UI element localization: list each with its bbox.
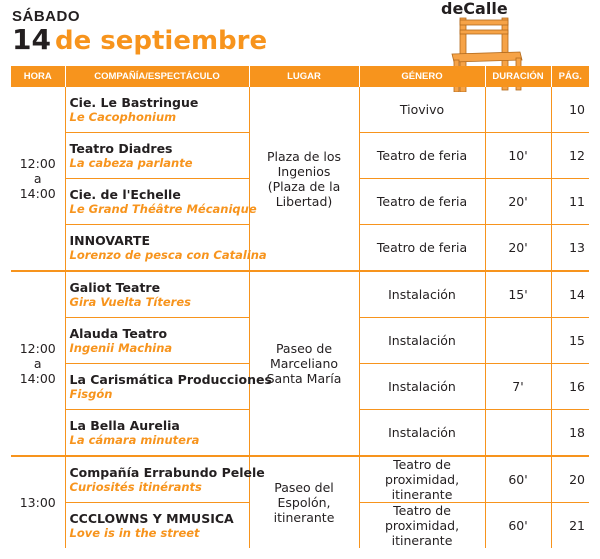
duracion-cell xyxy=(485,87,551,133)
pagina-cell: 14 xyxy=(551,271,589,318)
lugar-line: Plaza de los xyxy=(266,148,342,164)
header-pagina: PÁG. xyxy=(551,66,589,87)
duracion-cell: 20' xyxy=(485,225,551,272)
lugar-line: itinerante xyxy=(273,510,335,525)
lugar-line: Marceliano xyxy=(269,356,339,371)
header-lugar: LUGAR xyxy=(249,66,359,87)
date-title xyxy=(12,25,267,59)
show-title: Love is in the street xyxy=(69,525,200,540)
hora-start: 13:00 xyxy=(19,495,56,510)
table-row xyxy=(11,87,589,133)
lugar-line: Paseo de xyxy=(275,341,333,356)
company-name: Galiot Teatre xyxy=(69,279,161,295)
genero-cell: Tiovivo xyxy=(359,87,485,133)
duracion-cell xyxy=(485,410,551,457)
table-header-row xyxy=(11,66,589,87)
pagina-cell: 11 xyxy=(551,179,589,225)
lugar-cell xyxy=(249,271,359,456)
company-name: Cie. Le Bastringue xyxy=(69,94,199,110)
company-name: INNOVARTE xyxy=(69,232,150,248)
show-title: Le Cacophonium xyxy=(69,109,177,124)
header-compania: COMPAÑÍA/ESPECTÁCULO xyxy=(65,66,249,87)
show-title: Lorenzo de pesca con Catalina xyxy=(69,247,267,262)
company-cell xyxy=(65,364,272,410)
company-cell xyxy=(65,87,249,133)
company-name: La Carismática Producciones xyxy=(69,371,272,387)
duracion-cell: 60' xyxy=(485,456,551,503)
show-title: Le Grand Théâtre Mécanique xyxy=(69,201,257,216)
genero-cell: Instalación xyxy=(359,410,485,457)
duracion-cell xyxy=(485,318,551,364)
pagina-cell: 10 xyxy=(551,87,589,133)
company-cell xyxy=(65,318,249,364)
genero-cell: Teatro de feria xyxy=(359,133,485,179)
hora-end: a 14:00 xyxy=(19,356,56,386)
duracion-cell: 7' xyxy=(485,364,551,410)
lugar-cell xyxy=(249,87,359,271)
duracion-cell: 60' xyxy=(485,503,551,549)
page-header xyxy=(12,8,267,59)
genero-cell xyxy=(359,456,485,503)
lugar-line: Santa María xyxy=(266,371,342,386)
company-cell xyxy=(65,271,249,318)
date-number: 14 xyxy=(12,23,51,56)
genero-cell: Teatro de feria xyxy=(359,179,485,225)
show-title: La cámara minutera xyxy=(69,432,200,447)
hora-end: a 14:00 xyxy=(19,171,56,201)
company-cell xyxy=(65,133,249,179)
schedule-table xyxy=(11,66,589,548)
company-name: Cie. de l'Echelle xyxy=(69,186,181,202)
lugar-cell xyxy=(249,456,359,548)
genero-cell: Instalación xyxy=(359,271,485,318)
hora-start: 12:00 xyxy=(19,341,56,356)
genero-cell: Instalación xyxy=(359,364,485,410)
show-title: Curiosités itinérants xyxy=(69,479,202,494)
header-duracion: DURACIÓN xyxy=(485,66,551,87)
date-month: de septiembre xyxy=(54,26,268,56)
company-name: Teatro Diadres xyxy=(69,140,173,156)
genero-line: Teatro de proximidad, xyxy=(384,503,460,533)
header-hora: HORA xyxy=(11,66,65,87)
hora-cell xyxy=(11,271,65,456)
company-cell xyxy=(65,503,249,549)
logo-text: deCalle xyxy=(441,0,508,18)
hora-cell xyxy=(11,87,65,271)
company-cell xyxy=(65,225,267,272)
hora-start: 12:00 xyxy=(19,156,56,171)
duracion-cell: 15' xyxy=(485,271,551,318)
genero-line: Teatro de proximidad, xyxy=(384,457,460,487)
duracion-cell: 10' xyxy=(485,133,551,179)
pagina-cell: 13 xyxy=(551,225,589,272)
day-label: SÁBADO xyxy=(12,8,81,25)
table-row xyxy=(11,456,589,503)
company-name: CCCLOWNS Y MMUSICA xyxy=(69,510,234,526)
pagina-cell: 12 xyxy=(551,133,589,179)
show-title: Fisgón xyxy=(69,386,113,401)
company-cell xyxy=(65,179,257,225)
pagina-cell: 15 xyxy=(551,318,589,364)
show-title: Gira Vuelta Títeres xyxy=(69,294,191,309)
genero-cell xyxy=(359,503,485,549)
show-title: Ingenii Machina xyxy=(69,340,173,355)
pagina-cell: 20 xyxy=(551,456,589,503)
pagina-cell: 21 xyxy=(569,518,585,533)
genero-line: itinerante xyxy=(391,533,453,548)
company-name: La Bella Aurelia xyxy=(69,417,180,433)
lugar-line: Paseo del Espolón, xyxy=(274,480,334,510)
lugar-line: (Plaza de la xyxy=(267,178,341,194)
company-cell xyxy=(65,410,249,457)
lugar-line: Ingenios xyxy=(277,163,331,179)
company-name: Compañía Errabundo Pelele xyxy=(69,464,265,480)
genero-cell: Teatro de feria xyxy=(359,225,485,272)
table-row xyxy=(11,271,589,318)
genero-line: itinerante xyxy=(391,487,453,502)
duracion-cell: 20' xyxy=(485,179,551,225)
pagina-cell: 18 xyxy=(551,410,589,457)
hora-cell xyxy=(11,456,65,548)
company-name: Alauda Teatro xyxy=(69,325,168,341)
header-genero: GÉNERO xyxy=(359,66,485,87)
company-cell xyxy=(65,456,265,503)
lugar-line: Libertad) xyxy=(275,193,333,209)
show-title: La cabeza parlante xyxy=(69,155,193,170)
genero-cell: Instalación xyxy=(359,318,485,364)
pagina-cell: 16 xyxy=(551,364,589,410)
